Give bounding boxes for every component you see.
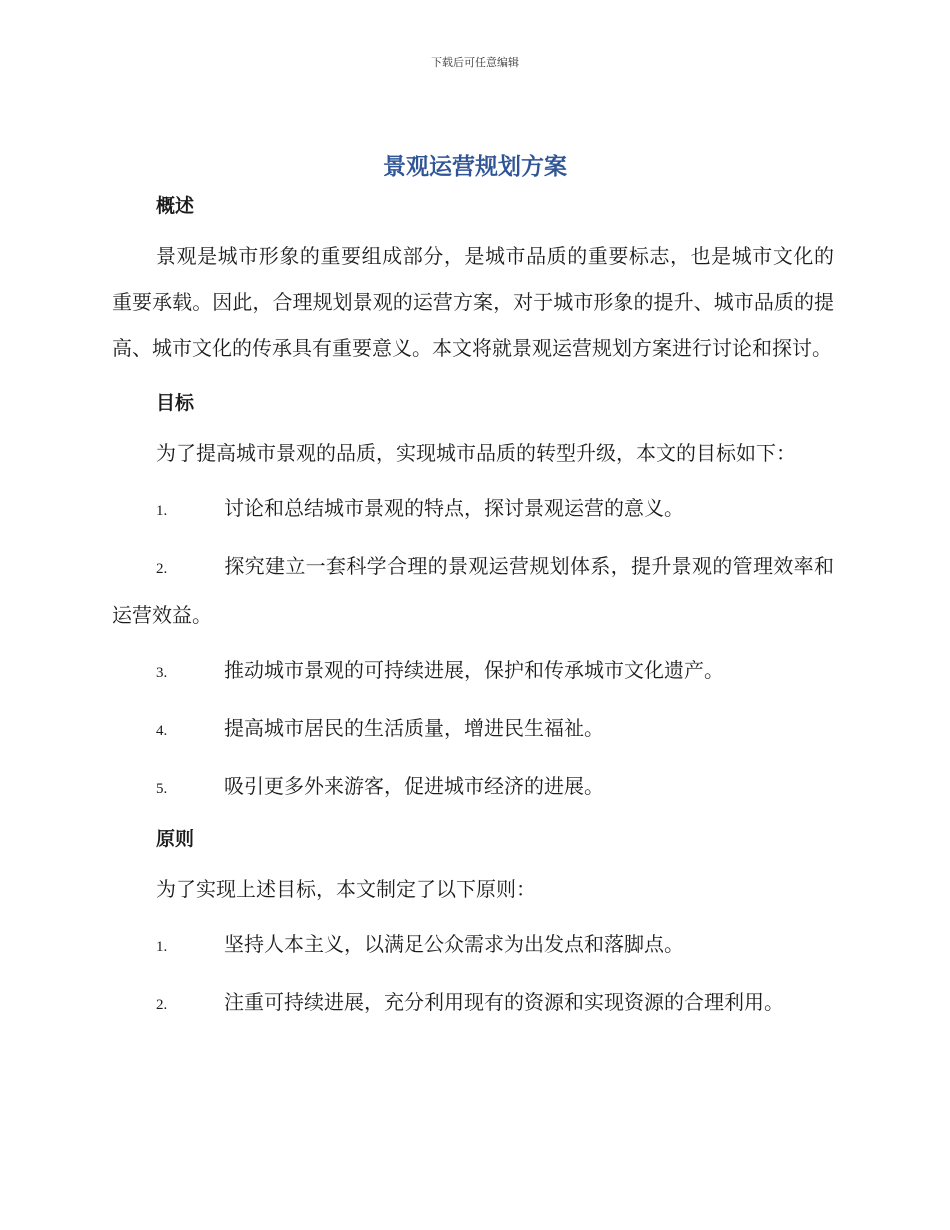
list-text: 讨论和总结城市景观的特点，探讨景观运营的意义。 bbox=[224, 496, 684, 520]
list-number: 2. bbox=[156, 561, 168, 577]
list-text: 推动城市景观的可持续进展，保护和传承城市文化遗产。 bbox=[224, 658, 724, 682]
list-number: 2. bbox=[156, 997, 168, 1013]
goal-item bbox=[112, 763, 834, 812]
list-text: 坚持人本主义，以满足公众需求为出发点和落脚点。 bbox=[224, 932, 684, 956]
document-title: 景观运营规划方案 bbox=[383, 154, 567, 180]
principles-intro: 为了实现上述目标，本文制定了以下原则： bbox=[156, 877, 536, 901]
goal-item bbox=[112, 705, 834, 754]
section-heading-goals: 目标 bbox=[156, 392, 195, 414]
list-number: 1. bbox=[156, 939, 168, 955]
list-text: 探究建立一套科学合理的景观运营规划体系，提升景观的管理效率和运营效益。 bbox=[112, 554, 834, 627]
document-body bbox=[112, 188, 834, 1028]
overview-paragraph: 景观是城市形象的重要组成部分，是城市品质的重要标志，也是城市文化的重要承载。因此，合理规划景观的运营方案，对于城市形象的提升、城市品质的提高、城市文化的传承具有重要意义。本文将就景观运营规划方案进行讨论和探讨。 bbox=[112, 244, 834, 360]
page-header-note: 下载后可任意编辑 bbox=[431, 56, 519, 69]
goal-item bbox=[112, 485, 834, 534]
goal-item bbox=[112, 543, 834, 638]
principle-item bbox=[112, 921, 834, 970]
principle-item bbox=[112, 979, 834, 1028]
goal-item bbox=[112, 647, 834, 696]
list-text: 提高城市居民的生活质量，增进民生福祉。 bbox=[224, 716, 604, 740]
section-heading-overview: 概述 bbox=[156, 195, 195, 217]
goals-intro: 为了提高城市景观的品质，实现城市品质的转型升级，本文的目标如下： bbox=[156, 441, 796, 465]
list-number: 4. bbox=[156, 723, 168, 739]
list-number: 3. bbox=[156, 665, 168, 681]
list-text: 注重可持续进展，充分利用现有的资源和实现资源的合理利用。 bbox=[224, 990, 784, 1014]
list-text: 吸引更多外来游客，促进城市经济的进展。 bbox=[224, 774, 604, 798]
section-heading-principles: 原则 bbox=[156, 828, 195, 850]
list-number: 5. bbox=[156, 781, 168, 797]
list-number: 1. bbox=[156, 503, 168, 519]
